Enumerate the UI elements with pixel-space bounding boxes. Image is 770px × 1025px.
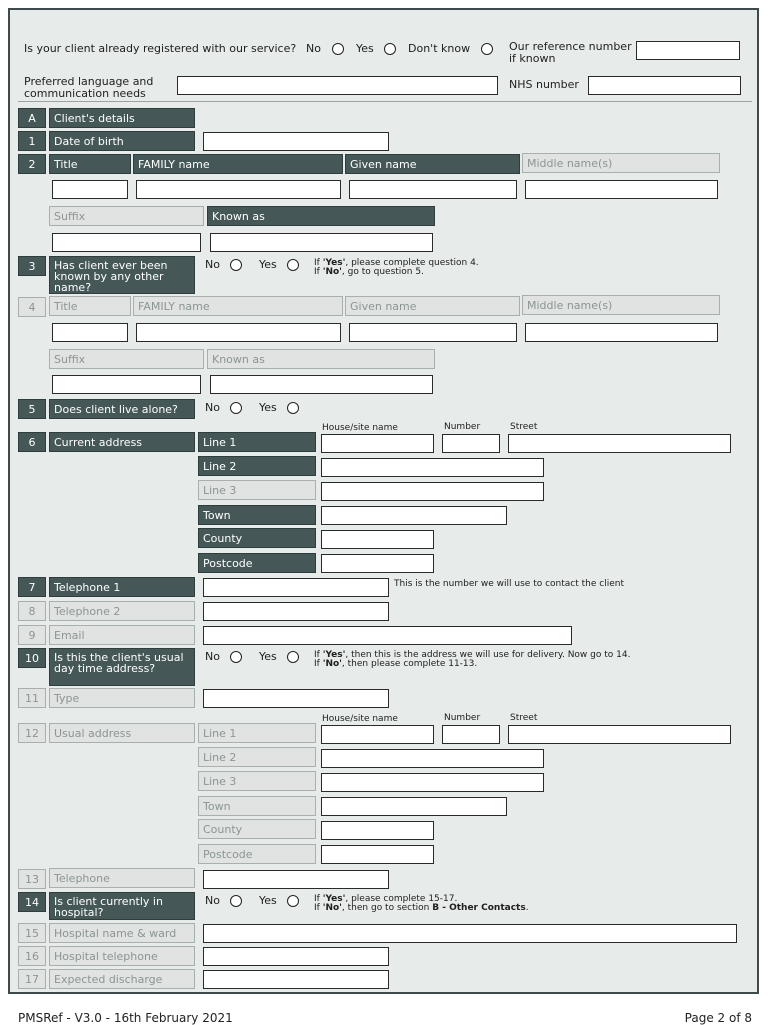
town-label: Town (198, 505, 316, 525)
line2-input[interactable] (321, 458, 544, 477)
family-name-input[interactable] (136, 180, 341, 199)
q9-number: 9 (18, 625, 46, 645)
usual-line3-label: Line 3 (198, 771, 316, 791)
middle-name-label: Middle name(s) (522, 153, 720, 173)
usual-address-label: Usual address (49, 723, 195, 743)
street-label: Street (510, 422, 538, 432)
usual-postcode-input[interactable] (321, 845, 434, 864)
q10-number: 10 (18, 648, 46, 668)
q10-yes-radio[interactable] (287, 651, 299, 663)
q14-yes-radio[interactable] (287, 895, 299, 907)
type-label: Type (49, 688, 195, 708)
our-reference-label: Our reference number (509, 40, 632, 53)
telephone2-label: Telephone 2 (49, 601, 195, 621)
house-site-name-label: House/site name (322, 423, 398, 433)
type-input[interactable] (203, 689, 389, 708)
usual-town-label: Town (198, 796, 316, 816)
email-input[interactable] (203, 626, 572, 645)
usual-line2-label: Line 2 (198, 747, 316, 767)
telephone2-input[interactable] (203, 602, 389, 621)
telephone1-input[interactable] (203, 578, 389, 597)
q10-no-note: If 'No', then please complete 11-13. (314, 659, 478, 669)
registered-dontknow-label: Don't know (408, 42, 471, 55)
q7-number: 7 (18, 577, 46, 597)
q5-yes-label: Yes (259, 401, 277, 414)
given-name-label: Given name (345, 154, 520, 174)
registered-question: Is your client already registered with our service? (24, 42, 297, 55)
q10-no-label: No (205, 650, 220, 663)
q4-given-name-input[interactable] (349, 323, 517, 342)
town-input[interactable] (321, 506, 507, 525)
q4-middle-name-input[interactable] (525, 323, 718, 342)
q2-number: 2 (18, 154, 46, 174)
middle-name-input[interactable] (525, 180, 718, 199)
q4-known-as-input[interactable] (210, 375, 433, 394)
q14-no-note: If 'No', then go to section B - Other Contacts. (314, 903, 529, 913)
line3-label: Line 3 (198, 480, 316, 500)
q3-no-label: No (205, 258, 220, 271)
telephone-note: This is the number we will use to contact the client (394, 579, 624, 589)
in-hospital-label: Is client currently in hospital? (49, 892, 195, 920)
q17-number: 17 (18, 969, 46, 989)
usual-postcode-label: Postcode (198, 844, 316, 864)
q5-yes-radio[interactable] (287, 402, 299, 414)
registered-no-radio[interactable] (332, 43, 344, 55)
usual-day-label: Is this the client's usual day time address? (49, 648, 195, 686)
usual-county-input[interactable] (321, 821, 434, 840)
q13-number: 13 (18, 869, 46, 889)
q14-no-radio[interactable] (230, 895, 242, 907)
q4-title-label: Title (49, 296, 131, 316)
q3-no-note: If 'No', go to question 5. (314, 267, 424, 277)
q8-number: 8 (18, 601, 46, 621)
current-address-label: Current address (49, 432, 195, 452)
usual-street-input[interactable] (508, 725, 731, 744)
divider (18, 101, 752, 102)
usual-street-label: Street (510, 713, 538, 723)
q3-yes-radio[interactable] (287, 259, 299, 271)
q14-yes-label: Yes (259, 894, 277, 907)
registered-no-label: No (306, 42, 321, 55)
q12-number: 12 (18, 723, 46, 743)
expected-discharge-input[interactable] (203, 970, 389, 989)
title-label: Title (49, 154, 131, 174)
registered-yes-radio[interactable] (384, 43, 396, 55)
q4-given-name-label: Given name (345, 296, 520, 316)
q10-yes-label: Yes (259, 650, 277, 663)
nhs-number-input[interactable] (588, 76, 741, 95)
hospital-telephone-input[interactable] (203, 947, 389, 966)
q14-no-label: No (205, 894, 220, 907)
expected-discharge-label: Expected discharge (49, 969, 195, 989)
q14-number: 14 (18, 892, 46, 912)
usual-line1-label: Line 1 (198, 723, 316, 743)
q14-yes-note: If 'Yes', please complete 15-17. (314, 894, 458, 904)
family-name-label: FAMILY name (133, 154, 343, 174)
line3-input[interactable] (321, 482, 544, 501)
live-alone-label: Does client live alone? (49, 399, 195, 419)
usual-house-site-name-label: House/site name (322, 714, 398, 724)
footer-page-number: Page 2 of 8 (684, 1011, 752, 1025)
usual-county-label: County (198, 819, 316, 839)
footer-version: PMSRef - V3.0 - 16th February 2021 (18, 1011, 233, 1025)
q5-number: 5 (18, 399, 46, 419)
usual-number-label: Number (444, 713, 481, 723)
known-as-label: Known as (207, 206, 435, 226)
preferred-language-sublabel: communication needs (24, 87, 146, 100)
usual-town-input[interactable] (321, 797, 507, 816)
preferred-language-input[interactable] (177, 76, 498, 95)
q3-yes-note: If 'Yes', please complete question 4. (314, 258, 479, 268)
q10-no-radio[interactable] (230, 651, 242, 663)
preferred-language-label: Preferred language and (24, 75, 154, 88)
q1-number: 1 (18, 131, 46, 151)
q4-family-name-label: FAMILY name (133, 296, 343, 316)
q4-suffix-input[interactable] (52, 375, 201, 394)
q4-number: 4 (18, 297, 46, 317)
line2-label: Line 2 (198, 456, 316, 476)
q3-no-radio[interactable] (230, 259, 242, 271)
q3-yes-label: Yes (259, 258, 277, 271)
q4-known-as-label: Known as (207, 349, 435, 369)
q4-middle-name-label: Middle name(s) (522, 295, 720, 315)
email-label: Email (49, 625, 195, 645)
county-input[interactable] (321, 530, 434, 549)
registered-yes-label: Yes (356, 42, 374, 55)
suffix-label: Suffix (49, 206, 204, 226)
house-site-input[interactable] (321, 434, 434, 453)
telephone-label: Telephone (49, 868, 195, 888)
section-a-letter: A (18, 108, 46, 128)
postcode-label: Postcode (198, 553, 316, 573)
q5-no-radio[interactable] (230, 402, 242, 414)
number-label: Number (444, 422, 481, 432)
q6-number: 6 (18, 432, 46, 452)
hospital-ward-label: Hospital name & ward (49, 923, 195, 943)
usual-number-input[interactable] (442, 725, 500, 744)
known-as-input[interactable] (210, 233, 433, 252)
dob-input[interactable] (203, 132, 389, 151)
q16-number: 16 (18, 946, 46, 966)
q4-family-name-input[interactable] (136, 323, 341, 342)
number-input[interactable] (442, 434, 500, 453)
q4-title-input[interactable] (52, 323, 128, 342)
q5-no-label: No (205, 401, 220, 414)
hospital-telephone-label: Hospital telephone (49, 946, 195, 966)
title-input[interactable] (52, 180, 128, 199)
suffix-input[interactable] (52, 233, 201, 252)
our-reference-sublabel: if known (509, 52, 556, 65)
telephone-input[interactable] (203, 870, 389, 889)
section-a-title: Client's details (49, 108, 195, 128)
q15-number: 15 (18, 923, 46, 943)
hospital-ward-input[interactable] (203, 924, 737, 943)
registered-dontknow-radio[interactable] (481, 43, 493, 55)
q4-suffix-label: Suffix (49, 349, 204, 369)
known-other-label: Has client ever been known by any other name? (49, 256, 195, 294)
line1-label: Line 1 (198, 432, 316, 452)
county-label: County (198, 528, 316, 548)
q10-yes-note: If 'Yes', then this is the address we will use for delivery. Now go to 14. (314, 650, 631, 660)
q11-number: 11 (18, 688, 46, 708)
q3-number: 3 (18, 256, 46, 276)
nhs-number-label: NHS number (509, 78, 579, 91)
postcode-input[interactable] (321, 554, 434, 573)
street-input[interactable] (508, 434, 731, 453)
usual-line3-input[interactable] (321, 773, 544, 792)
telephone1-label: Telephone 1 (49, 577, 195, 597)
our-reference-input[interactable] (636, 41, 740, 60)
usual-house-site-input[interactable] (321, 725, 434, 744)
usual-line2-input[interactable] (321, 749, 544, 768)
dob-label: Date of birth (49, 131, 195, 151)
given-name-input[interactable] (349, 180, 517, 199)
